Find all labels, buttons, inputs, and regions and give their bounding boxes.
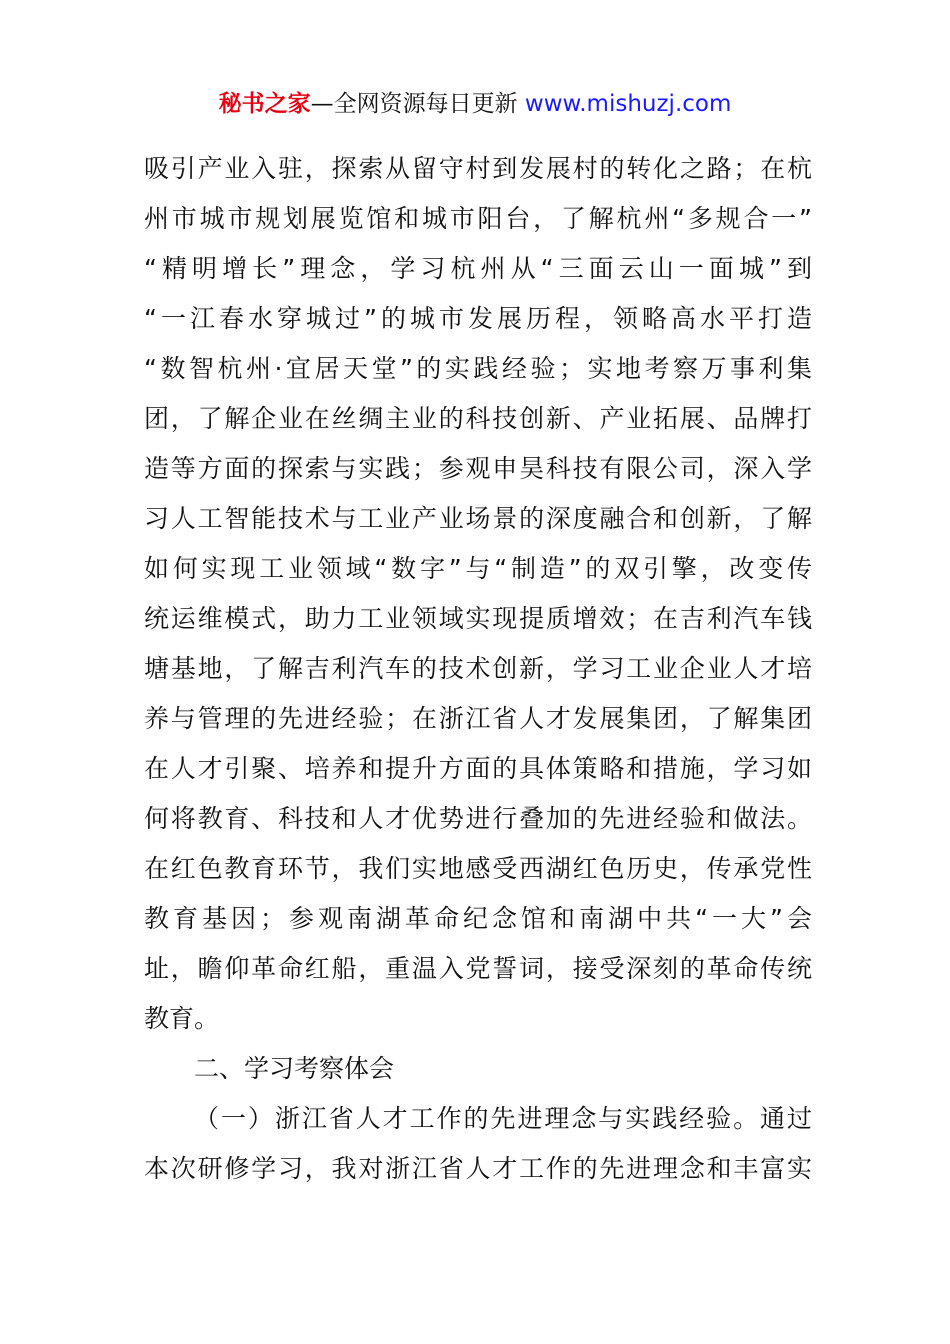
paragraph-line: 习人工智能技术与工业产业场景的深度融合和创新，了解 [144,504,812,533]
subsection-line: （一）浙江省人才工作的先进理念与实践经验。通过 [194,1104,812,1133]
paragraph-line: “数智杭州·宜居天堂”的实践经验；实地考察万事利集 [144,354,812,383]
paragraph-line: 在人才引聚、培养和提升方面的具体策略和措施，学习如 [144,754,812,783]
subsection-line: 本次研修学习，我对浙江省人才工作的先进理念和丰富实 [144,1154,812,1183]
paragraph-line: 如何实现工业领域“数字”与“制造”的双引擎，改变传 [144,554,812,583]
paragraph-line: 址，瞻仰革命红船，重温入党誓词，接受深刻的革命传统 [144,954,812,983]
paragraph-line: 州市城市规划展览馆和城市阳台，了解杭州“多规合一” [144,204,812,233]
paragraph-line: 养与管理的先进经验；在浙江省人才发展集团，了解集团 [144,704,812,733]
brand-name: 秘书之家 [218,91,311,117]
paragraph-line: 团，了解企业在丝绸主业的科技创新、产业拓展、品牌打 [144,404,812,433]
paragraph-line: 教育。 [144,1004,220,1033]
paragraph-line: 统运维模式，助力工业领域实现提质增效；在吉利汽车钱 [144,604,812,633]
paragraph-line: 何将教育、科技和人才优势进行叠加的先进经验和做法。 [144,804,812,833]
header-tagline: —全网资源每日更新 [310,91,518,117]
section-heading: 二、学习考察体会 [194,1054,395,1083]
site-url-link[interactable]: www.mishuzj.com [524,91,732,117]
paragraph-line: “一江春水穿城过”的城市发展历程，领略高水平打造 [144,304,812,333]
paragraph-line: 教育基因；参观南湖革命纪念馆和南湖中共“一大”会 [144,904,812,933]
paragraph-line: 在红色教育环节，我们实地感受西湖红色历史，传承党性 [144,854,812,883]
paragraph-line: 塘基地，了解吉利汽车的技术创新，学习工业企业人才培 [144,654,812,683]
paragraph-line: 造等方面的探索与实践；参观申昊科技有限公司，深入学 [144,454,812,483]
site-header [0,88,950,120]
document-body [144,144,812,1194]
paragraph-line: 吸引产业入驻，探索从留守村到发展村的转化之路；在杭 [144,154,812,183]
paragraph-line: “精明增长”理念，学习杭州从“三面云山一面城”到 [144,254,812,283]
